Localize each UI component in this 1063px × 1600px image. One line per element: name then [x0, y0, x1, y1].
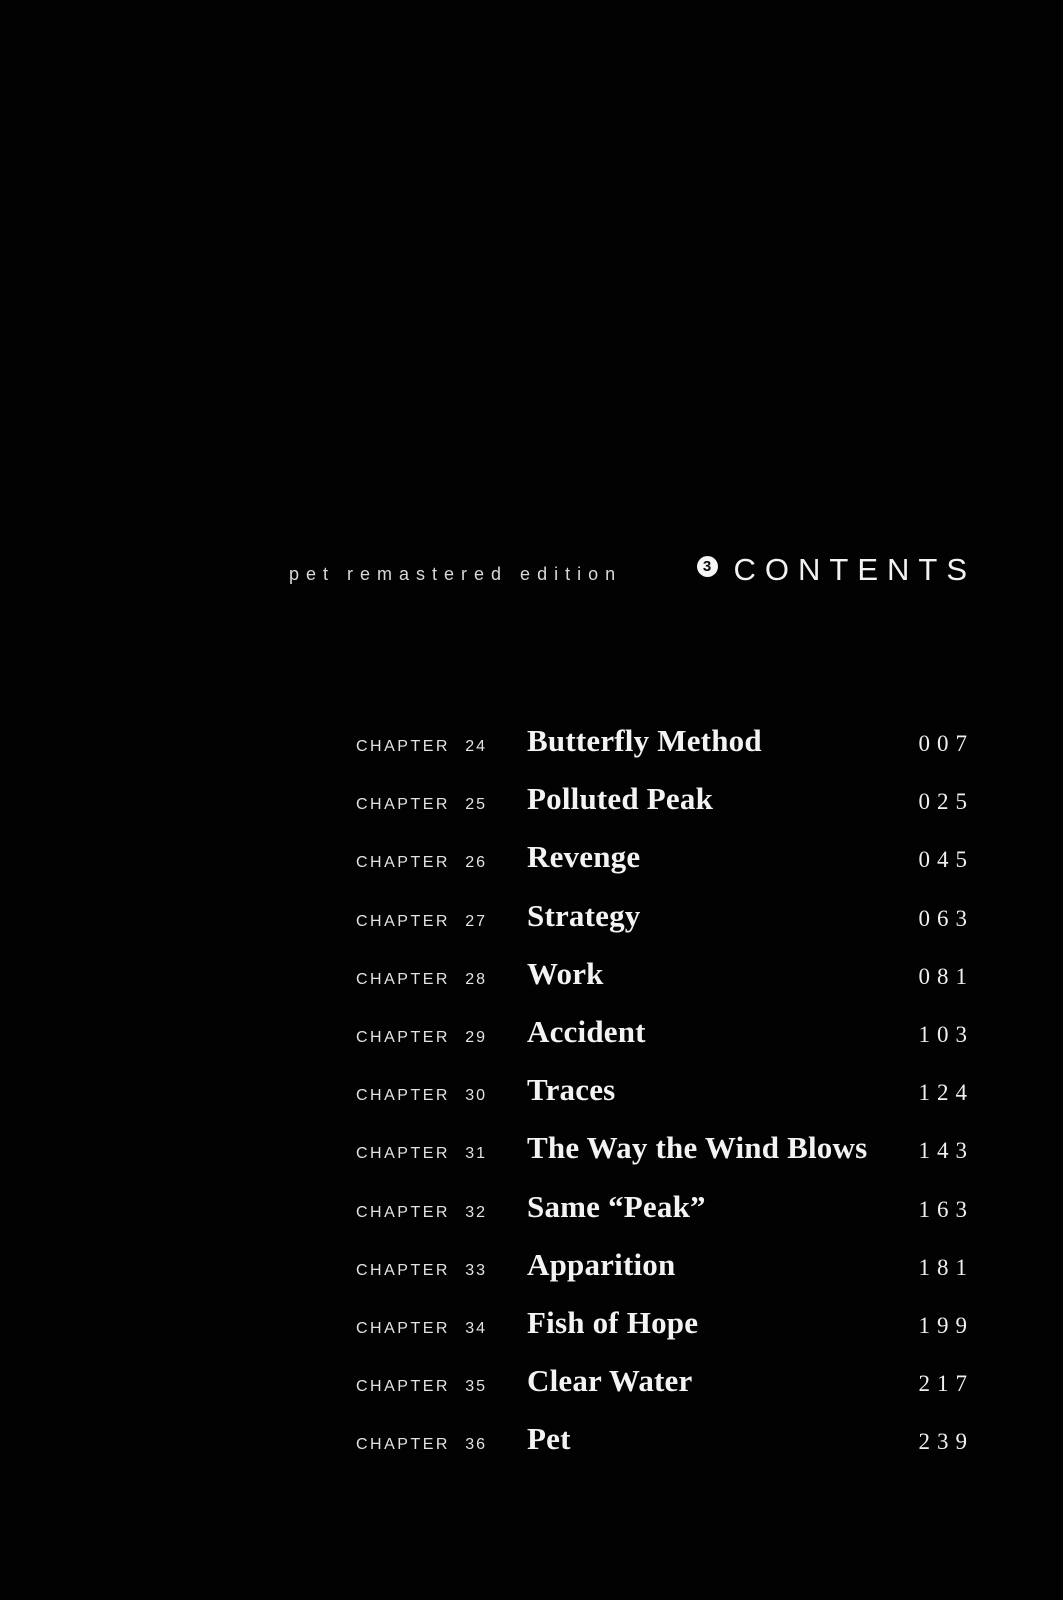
chapter-number: 27: [465, 912, 487, 930]
chapter-word: CHAPTER: [356, 970, 450, 988]
chapter-word: CHAPTER: [356, 1378, 450, 1396]
chapter-label: [356, 1262, 487, 1280]
chapter-page-number: 181: [918, 1254, 974, 1280]
toc-row: [356, 1410, 974, 1468]
toc-row: [356, 945, 974, 1003]
chapter-label: [356, 854, 487, 872]
chapter-number: 26: [465, 854, 487, 872]
chapter-label: [356, 738, 487, 756]
chapter-word: CHAPTER: [356, 1145, 450, 1163]
chapter-label: [356, 1204, 487, 1222]
chapter-label: [356, 1087, 487, 1105]
toc-row: [356, 1352, 974, 1410]
chapter-title: Traces: [527, 1072, 616, 1108]
chapter-word: CHAPTER: [356, 738, 450, 755]
contents-heading: [697, 551, 976, 589]
series-label: pet remastered edition: [289, 564, 623, 584]
chapter-number: 36: [465, 1436, 487, 1454]
chapter-number: 33: [465, 1261, 487, 1279]
chapter-word: CHAPTER: [356, 1319, 450, 1337]
chapter-page-number: 103: [918, 1021, 974, 1047]
contents-title: CONTENTS: [733, 552, 976, 587]
chapter-page-number: 199: [918, 1312, 974, 1338]
volume-number-badge: 3: [697, 556, 718, 577]
chapter-title: Work: [527, 955, 604, 991]
chapter-word: CHAPTER: [356, 1261, 450, 1279]
toc-row: [356, 1003, 974, 1061]
chapter-number: 24: [465, 738, 487, 755]
toc-row: [356, 1178, 974, 1236]
toc-row: [356, 712, 974, 770]
chapter-title: Accident: [527, 1013, 646, 1049]
chapter-word: CHAPTER: [356, 912, 450, 930]
chapter-label: [356, 913, 487, 931]
chapter-title: Pet: [527, 1421, 571, 1457]
chapter-page-number: 124: [918, 1080, 974, 1106]
chapter-title: Butterfly Method: [527, 723, 762, 758]
chapter-label: [356, 1436, 487, 1454]
toc-list: [356, 712, 974, 1468]
chapter-page-number: 163: [918, 1196, 974, 1222]
toc-row: [356, 1294, 974, 1352]
chapter-word: CHAPTER: [356, 1436, 450, 1454]
toc-row: [356, 1061, 974, 1119]
chapter-title: Apparition: [527, 1246, 676, 1282]
chapter-page-number: 143: [918, 1138, 974, 1164]
chapter-number: 35: [465, 1378, 487, 1396]
chapter-word: CHAPTER: [356, 1203, 450, 1221]
page-header: [289, 551, 976, 589]
chapter-number: 28: [465, 970, 487, 988]
chapter-word: CHAPTER: [356, 854, 450, 872]
chapter-page-number: 063: [918, 905, 974, 931]
chapter-title: Fish of Hope: [527, 1304, 699, 1340]
chapter-label: [356, 1378, 487, 1396]
chapter-page-number: 025: [918, 789, 974, 815]
chapter-page-number: 217: [918, 1371, 974, 1397]
chapter-page-number: 239: [918, 1429, 974, 1455]
toc-row: [356, 887, 974, 945]
chapter-label: [356, 1029, 487, 1047]
toc-row: [356, 1236, 974, 1294]
chapter-number: 31: [465, 1145, 487, 1163]
chapter-word: CHAPTER: [356, 1028, 450, 1046]
chapter-title: Strategy: [527, 897, 641, 933]
chapter-page-number: 045: [918, 847, 974, 873]
chapter-word: CHAPTER: [356, 1087, 450, 1105]
chapter-number: 34: [465, 1319, 487, 1337]
chapter-word: CHAPTER: [356, 796, 450, 814]
chapter-label: [356, 971, 487, 989]
chapter-number: 29: [465, 1028, 487, 1046]
chapter-label: [356, 796, 487, 814]
chapter-title: Revenge: [527, 839, 641, 875]
chapter-title: Same “Peak”: [527, 1188, 706, 1224]
chapter-number: 32: [465, 1203, 487, 1221]
chapter-label: [356, 1145, 487, 1163]
chapter-page-number: 081: [918, 963, 974, 989]
chapter-title: Polluted Peak: [527, 781, 714, 817]
toc-row: [356, 1119, 974, 1177]
chapter-number: 25: [465, 796, 487, 814]
toc-row: [356, 828, 974, 886]
chapter-number: 30: [465, 1087, 487, 1105]
chapter-title: Clear Water: [527, 1363, 693, 1399]
chapter-label: [356, 1320, 487, 1338]
toc-row: [356, 770, 974, 828]
chapter-page-number: 007: [918, 731, 974, 756]
chapter-title: The Way the Wind Blows: [527, 1130, 868, 1166]
